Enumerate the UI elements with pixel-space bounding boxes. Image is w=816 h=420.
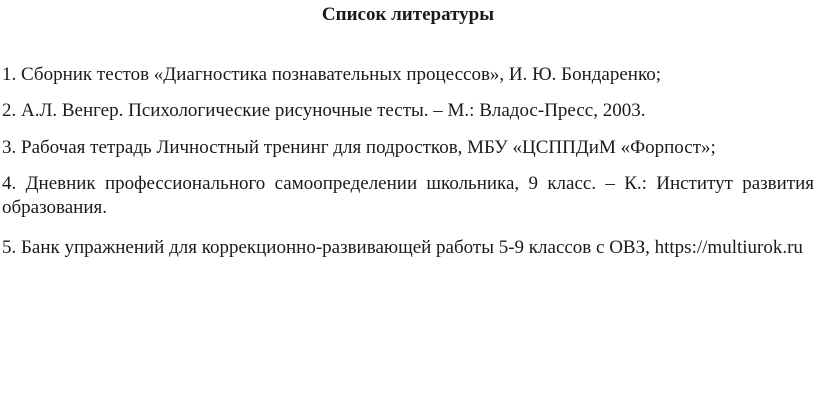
reference-item-3: 3. Рабочая тетрадь Личностный тренинг для подростков, МБУ «ЦСППДиМ «Форпост»;: [2, 137, 716, 158]
reference-item-5: 5. Банк упражнений для коррекционно-развивающей работы 5-9 классов с ОВЗ, https://multiurok.ru: [2, 237, 803, 258]
reference-item-4: [2, 172, 814, 220]
reference-item-2: 2. А.Л. Венгер. Психологические рисуночные тесты. – М.: Владос-Пресс, 2003.: [2, 100, 646, 121]
reference-item-4-line-1: 4. Дневник профессионального самоопределении школьника, 9 класс. – К.: Институт развития: [2, 173, 814, 194]
reference-item-1: 1. Сборник тестов «Диагностика познавательных процессов», И. Ю. Бондаренко;: [2, 64, 661, 85]
reference-item-4-line-2: образования.: [2, 197, 107, 218]
page-title: Список литературы: [321, 4, 495, 25]
